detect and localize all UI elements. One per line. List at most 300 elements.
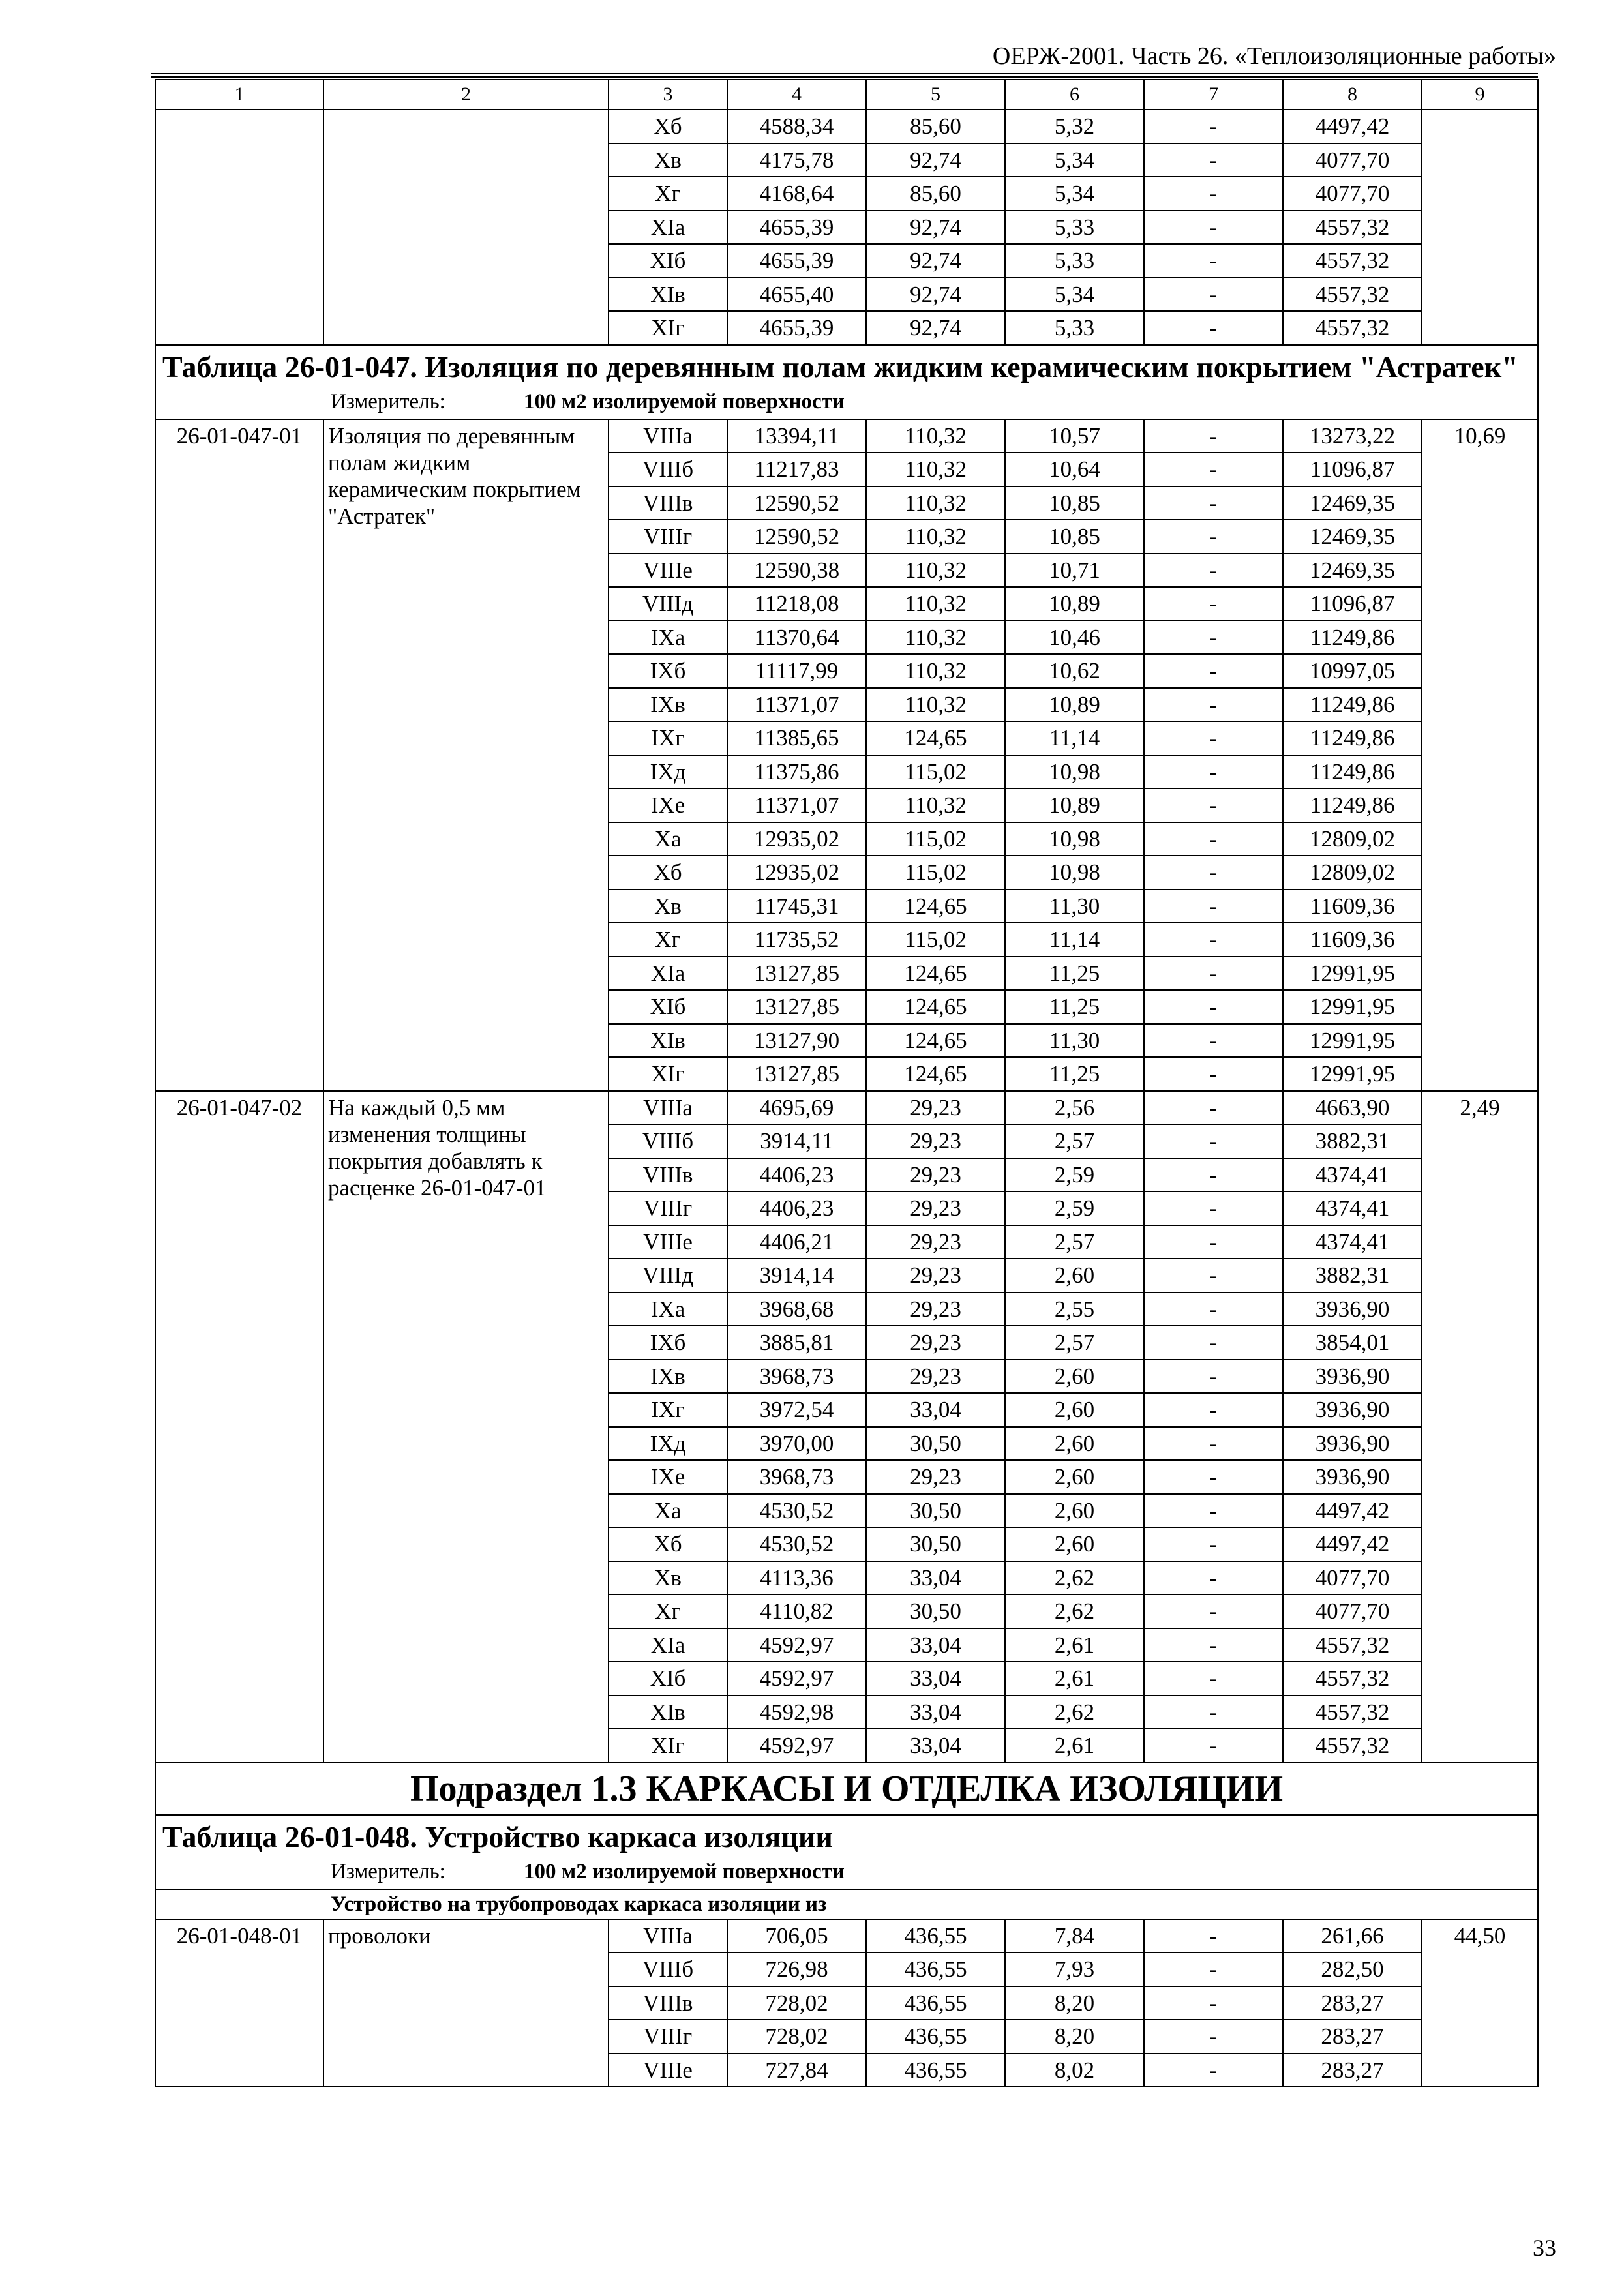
labor-wages-cell: 436,55 (866, 1919, 1005, 1953)
materials-cost-cell: 11096,87 (1283, 453, 1422, 486)
machine-cost-cell: 2,60 (1005, 1427, 1144, 1461)
zone-cell: IXв (609, 688, 727, 722)
machine-cost-cell: 7,84 (1005, 1919, 1144, 1953)
rates-table (155, 79, 1539, 2087)
zone-cell: VIIIв (609, 486, 727, 520)
total-cost-cell: 12935,02 (727, 856, 866, 890)
total-cost-cell: 727,84 (727, 2054, 866, 2087)
machine-cost-cell: 5,33 (1005, 311, 1144, 345)
total-cost-cell: 11385,65 (727, 721, 866, 755)
driver-wages-cell: - (1144, 1561, 1283, 1595)
zone-cell: XIа (609, 957, 727, 991)
total-cost-cell: 11375,86 (727, 755, 866, 789)
labor-wages-cell: 29,23 (866, 1158, 1005, 1192)
total-cost-cell: 726,98 (727, 1952, 866, 1986)
zone-cell: VIIIе (609, 1225, 727, 1259)
machine-cost-cell: 2,56 (1005, 1091, 1144, 1125)
driver-wages-cell: - (1144, 1460, 1283, 1494)
page-number: 33 (1533, 2235, 1556, 2261)
zone-cell: VIIIе (609, 554, 727, 588)
zone-cell: XIа (609, 1628, 727, 1662)
driver-wages-cell: - (1144, 1393, 1283, 1427)
zone-cell: IXб (609, 654, 727, 688)
materials-cost-cell: 10997,05 (1283, 654, 1422, 688)
zone-cell: XIг (609, 1729, 727, 1763)
zone-cell: VIIIа (609, 419, 727, 453)
zone-cell: XIб (609, 244, 727, 278)
labor-norm-cell: 10,69 (1422, 419, 1538, 1091)
driver-wages-cell: - (1144, 990, 1283, 1024)
materials-cost-cell: 3936,90 (1283, 1293, 1422, 1326)
materials-cost-cell: 12469,35 (1283, 520, 1422, 554)
total-cost-cell: 11371,07 (727, 688, 866, 722)
total-cost-cell: 4406,21 (727, 1225, 866, 1259)
driver-wages-cell: - (1144, 2054, 1283, 2087)
labor-wages-cell: 30,50 (866, 1427, 1005, 1461)
driver-wages-cell: - (1144, 1527, 1283, 1561)
total-cost-cell: 4655,39 (727, 211, 866, 245)
machine-cost-cell: 2,62 (1005, 1696, 1144, 1729)
labor-wages-cell: 124,65 (866, 890, 1005, 923)
norm-cell-empty (1422, 110, 1538, 345)
labor-wages-cell: 110,32 (866, 688, 1005, 722)
total-cost-cell: 3968,73 (727, 1360, 866, 1394)
labor-wages-cell: 33,04 (866, 1628, 1005, 1662)
machine-cost-cell: 2,59 (1005, 1158, 1144, 1192)
materials-cost-cell: 11249,86 (1283, 688, 1422, 722)
materials-cost-cell: 3936,90 (1283, 1427, 1422, 1461)
labor-wages-cell: 29,23 (866, 1259, 1005, 1293)
rate-code-cell: 26-01-047-02 (155, 1091, 323, 1763)
labor-wages-cell: 29,23 (866, 1191, 1005, 1225)
driver-wages-cell: - (1144, 1662, 1283, 1696)
running-header: ОЕРЖ-2001. Часть 26. «Теплоизоляционные работы» (992, 42, 1556, 70)
total-cost-cell: 11370,64 (727, 621, 866, 655)
labor-wages-cell: 29,23 (866, 1293, 1005, 1326)
labor-norm-cell: 2,49 (1422, 1091, 1538, 1763)
machine-cost-cell: 7,93 (1005, 1952, 1144, 1986)
labor-wages-cell: 33,04 (866, 1696, 1005, 1729)
driver-wages-cell: - (1144, 755, 1283, 789)
labor-wages-cell: 124,65 (866, 1057, 1005, 1091)
labor-wages-cell: 33,04 (866, 1561, 1005, 1595)
labor-wages-cell: 115,02 (866, 856, 1005, 890)
materials-cost-cell: 4077,70 (1283, 177, 1422, 211)
labor-wages-cell: 436,55 (866, 1952, 1005, 1986)
materials-cost-cell: 4077,70 (1283, 1561, 1422, 1595)
total-cost-cell: 4175,78 (727, 143, 866, 177)
machine-cost-cell: 5,32 (1005, 110, 1144, 143)
zone-cell: VIIIа (609, 1091, 727, 1125)
materials-cost-cell: 11249,86 (1283, 755, 1422, 789)
labor-wages-cell: 29,23 (866, 1360, 1005, 1394)
materials-cost-cell: 11249,86 (1283, 721, 1422, 755)
total-cost-cell: 13127,90 (727, 1024, 866, 1058)
machine-cost-cell: 2,60 (1005, 1259, 1144, 1293)
total-cost-cell: 11735,52 (727, 923, 866, 957)
zone-cell: XIг (609, 1057, 727, 1091)
column-number: 3 (609, 80, 727, 110)
driver-wages-cell: - (1144, 520, 1283, 554)
total-cost-cell: 12590,52 (727, 520, 866, 554)
total-cost-cell: 4695,69 (727, 1091, 866, 1125)
materials-cost-cell: 4497,42 (1283, 1527, 1422, 1561)
materials-cost-cell: 4557,32 (1283, 1662, 1422, 1696)
materials-cost-cell: 3854,01 (1283, 1326, 1422, 1360)
header-rule-top (151, 73, 1538, 74)
machine-cost-cell: 2,61 (1005, 1662, 1144, 1696)
driver-wages-cell: - (1144, 453, 1283, 486)
column-number: 4 (727, 80, 866, 110)
driver-wages-cell: - (1144, 1628, 1283, 1662)
table-title: Таблица 26-01-048. Устройство каркаса изоляции (162, 1819, 833, 1853)
materials-cost-cell: 261,66 (1283, 1919, 1422, 1953)
code-cell-empty (155, 110, 323, 345)
machine-cost-cell: 2,57 (1005, 1225, 1144, 1259)
total-cost-cell: 4655,40 (727, 278, 866, 312)
zone-cell: VIIIд (609, 1259, 727, 1293)
driver-wages-cell: - (1144, 1057, 1283, 1091)
driver-wages-cell: - (1144, 278, 1283, 312)
machine-cost-cell: 10,89 (1005, 688, 1144, 722)
column-number: 2 (323, 80, 609, 110)
labor-wages-cell: 110,32 (866, 788, 1005, 822)
driver-wages-cell: - (1144, 1986, 1283, 2020)
total-cost-cell: 11218,08 (727, 587, 866, 621)
column-number: 9 (1422, 80, 1538, 110)
zone-cell: Xб (609, 110, 727, 143)
driver-wages-cell: - (1144, 957, 1283, 991)
materials-cost-cell: 4557,32 (1283, 211, 1422, 245)
total-cost-cell: 12590,52 (727, 486, 866, 520)
materials-cost-cell: 3936,90 (1283, 1393, 1422, 1427)
zone-cell: XIг (609, 311, 727, 345)
labor-wages-cell: 110,32 (866, 419, 1005, 453)
total-cost-cell: 11371,07 (727, 788, 866, 822)
machine-cost-cell: 2,61 (1005, 1729, 1144, 1763)
total-cost-cell: 4406,23 (727, 1191, 866, 1225)
materials-cost-cell: 12469,35 (1283, 486, 1422, 520)
zone-cell: VIIIе (609, 2054, 727, 2087)
total-cost-cell: 13127,85 (727, 990, 866, 1024)
rate-description-cell: На каждый 0,5 мм изменения толщины покрытия добавлять к расценке 26-01-047-01 (323, 1091, 609, 1763)
labor-wages-cell: 115,02 (866, 822, 1005, 856)
materials-cost-cell: 11249,86 (1283, 621, 1422, 655)
measure-unit-label: Измеритель: (331, 1859, 445, 1883)
materials-cost-cell: 283,27 (1283, 2020, 1422, 2054)
machine-cost-cell: 10,85 (1005, 486, 1144, 520)
driver-wages-cell: - (1144, 654, 1283, 688)
zone-cell: XIа (609, 211, 727, 245)
driver-wages-cell: - (1144, 211, 1283, 245)
materials-cost-cell: 4497,42 (1283, 110, 1422, 143)
machine-cost-cell: 10,62 (1005, 654, 1144, 688)
total-cost-cell: 4592,97 (727, 1628, 866, 1662)
total-cost-cell: 3972,54 (727, 1393, 866, 1427)
subsection-title: Подраздел 1.3 КАРКАСЫ И ОТДЕЛКА ИЗОЛЯЦИИ (155, 1763, 1538, 1815)
machine-cost-cell: 10,57 (1005, 419, 1144, 453)
materials-cost-cell: 4663,90 (1283, 1091, 1422, 1125)
table-row (155, 419, 1538, 453)
materials-cost-cell: 4557,32 (1283, 311, 1422, 345)
column-number: 1 (155, 80, 323, 110)
machine-cost-cell: 10,85 (1005, 520, 1144, 554)
zone-cell: Xа (609, 1494, 727, 1528)
total-cost-cell: 12935,02 (727, 822, 866, 856)
zone-cell: IXг (609, 1393, 727, 1427)
table-title-cell (155, 345, 1538, 419)
zone-cell: Xб (609, 856, 727, 890)
zone-cell: IXд (609, 755, 727, 789)
driver-wages-cell: - (1144, 554, 1283, 588)
zone-cell: XIб (609, 1662, 727, 1696)
total-cost-cell: 4592,98 (727, 1696, 866, 1729)
materials-cost-cell: 12991,95 (1283, 1024, 1422, 1058)
total-cost-cell: 3968,73 (727, 1460, 866, 1494)
labor-wages-cell: 115,02 (866, 923, 1005, 957)
machine-cost-cell: 11,30 (1005, 1024, 1144, 1058)
driver-wages-cell: - (1144, 486, 1283, 520)
zone-cell: XIв (609, 1696, 727, 1729)
materials-cost-cell: 12469,35 (1283, 554, 1422, 588)
labor-wages-cell: 124,65 (866, 721, 1005, 755)
labor-wages-cell: 110,32 (866, 486, 1005, 520)
labor-wages-cell: 110,32 (866, 453, 1005, 486)
driver-wages-cell: - (1144, 1326, 1283, 1360)
labor-wages-cell: 29,23 (866, 1326, 1005, 1360)
table-title-cell (155, 1815, 1538, 1889)
labor-wages-cell: 85,60 (866, 110, 1005, 143)
materials-cost-cell: 3882,31 (1283, 1124, 1422, 1158)
total-cost-cell: 3885,81 (727, 1326, 866, 1360)
driver-wages-cell: - (1144, 621, 1283, 655)
zone-cell: Xг (609, 177, 727, 211)
total-cost-cell: 3968,68 (727, 1293, 866, 1326)
labor-norm-cell: 44,50 (1422, 1919, 1538, 2087)
machine-cost-cell: 5,34 (1005, 143, 1144, 177)
header-rule-bottom (151, 76, 1538, 78)
materials-cost-cell: 11249,86 (1283, 788, 1422, 822)
driver-wages-cell: - (1144, 1091, 1283, 1125)
driver-wages-cell: - (1144, 788, 1283, 822)
labor-wages-cell: 110,32 (866, 554, 1005, 588)
description-cell-empty (323, 110, 609, 345)
labor-wages-cell: 110,32 (866, 587, 1005, 621)
labor-wages-cell: 92,74 (866, 244, 1005, 278)
machine-cost-cell: 5,34 (1005, 177, 1144, 211)
driver-wages-cell: - (1144, 311, 1283, 345)
zone-cell: IXа (609, 1293, 727, 1326)
total-cost-cell: 728,02 (727, 2020, 866, 2054)
column-number: 5 (866, 80, 1005, 110)
machine-cost-cell: 2,57 (1005, 1326, 1144, 1360)
labor-wages-cell: 436,55 (866, 2020, 1005, 2054)
machine-cost-cell: 11,14 (1005, 923, 1144, 957)
machine-cost-cell: 2,62 (1005, 1561, 1144, 1595)
machine-cost-cell: 10,71 (1005, 554, 1144, 588)
machine-cost-cell: 2,62 (1005, 1594, 1144, 1628)
labor-wages-cell: 124,65 (866, 990, 1005, 1024)
zone-cell: IXе (609, 1460, 727, 1494)
materials-cost-cell: 11609,36 (1283, 890, 1422, 923)
group-header: Устройство на трубопроводах каркаса изоляции из (155, 1889, 1538, 1919)
labor-wages-cell: 30,50 (866, 1527, 1005, 1561)
labor-wages-cell: 29,23 (866, 1225, 1005, 1259)
driver-wages-cell: - (1144, 143, 1283, 177)
zone-cell: VIIIв (609, 1986, 727, 2020)
total-cost-cell: 11217,83 (727, 453, 866, 486)
materials-cost-cell: 3882,31 (1283, 1259, 1422, 1293)
total-cost-cell: 4110,82 (727, 1594, 866, 1628)
zone-cell: VIIIг (609, 520, 727, 554)
machine-cost-cell: 11,25 (1005, 957, 1144, 991)
machine-cost-cell: 2,59 (1005, 1191, 1144, 1225)
total-cost-cell: 13394,11 (727, 419, 866, 453)
zone-cell: VIIIг (609, 1191, 727, 1225)
measure-unit-row (162, 1857, 1531, 1886)
total-cost-cell: 4588,34 (727, 110, 866, 143)
labor-wages-cell: 436,55 (866, 2054, 1005, 2087)
zone-cell: XIв (609, 278, 727, 312)
labor-wages-cell: 124,65 (866, 957, 1005, 991)
zone-cell: Xа (609, 822, 727, 856)
table-row (155, 1919, 1538, 1953)
column-number: 8 (1283, 80, 1422, 110)
column-number: 6 (1005, 80, 1144, 110)
machine-cost-cell: 5,33 (1005, 211, 1144, 245)
labor-wages-cell: 436,55 (866, 1986, 1005, 2020)
machine-cost-cell: 2,60 (1005, 1494, 1144, 1528)
measure-unit-value: 100 м2 изолируемой поверхности (524, 389, 845, 413)
driver-wages-cell: - (1144, 1293, 1283, 1326)
total-cost-cell: 728,02 (727, 1986, 866, 2020)
zone-cell: VIIIб (609, 1124, 727, 1158)
table-row (155, 110, 1538, 143)
machine-cost-cell: 10,89 (1005, 788, 1144, 822)
total-cost-cell: 3914,14 (727, 1259, 866, 1293)
labor-wages-cell: 30,50 (866, 1494, 1005, 1528)
materials-cost-cell: 283,27 (1283, 1986, 1422, 2020)
materials-cost-cell: 4077,70 (1283, 1594, 1422, 1628)
driver-wages-cell: - (1144, 688, 1283, 722)
rate-code-cell: 26-01-047-01 (155, 419, 323, 1091)
machine-cost-cell: 2,60 (1005, 1527, 1144, 1561)
driver-wages-cell: - (1144, 1427, 1283, 1461)
materials-cost-cell: 282,50 (1283, 1952, 1422, 1986)
machine-cost-cell: 2,60 (1005, 1360, 1144, 1394)
materials-cost-cell: 12991,95 (1283, 990, 1422, 1024)
materials-cost-cell: 12809,02 (1283, 822, 1422, 856)
labor-wages-cell: 92,74 (866, 143, 1005, 177)
table-title: Таблица 26-01-047. Изоляция по деревянным полам жидким керамическим покрытием "Астратек" (162, 350, 1518, 383)
labor-wages-cell: 33,04 (866, 1662, 1005, 1696)
machine-cost-cell: 2,57 (1005, 1124, 1144, 1158)
labor-wages-cell: 30,50 (866, 1594, 1005, 1628)
driver-wages-cell: - (1144, 856, 1283, 890)
measure-unit-value: 100 м2 изолируемой поверхности (524, 1859, 845, 1883)
zone-cell: Xг (609, 923, 727, 957)
zone-cell: IXд (609, 1427, 727, 1461)
driver-wages-cell: - (1144, 1729, 1283, 1763)
zone-cell: IXе (609, 788, 727, 822)
labor-wages-cell: 115,02 (866, 755, 1005, 789)
driver-wages-cell: - (1144, 110, 1283, 143)
zone-cell: Xв (609, 143, 727, 177)
measure-unit-row (162, 387, 1531, 416)
labor-wages-cell: 29,23 (866, 1124, 1005, 1158)
machine-cost-cell: 10,98 (1005, 856, 1144, 890)
driver-wages-cell: - (1144, 1191, 1283, 1225)
labor-wages-cell: 124,65 (866, 1024, 1005, 1058)
column-number: 7 (1144, 80, 1283, 110)
materials-cost-cell: 12809,02 (1283, 856, 1422, 890)
materials-cost-cell: 4557,32 (1283, 244, 1422, 278)
materials-cost-cell: 4374,41 (1283, 1158, 1422, 1192)
zone-cell: Xб (609, 1527, 727, 1561)
zone-cell: VIIIа (609, 1919, 727, 1953)
materials-cost-cell: 4557,32 (1283, 1696, 1422, 1729)
materials-cost-cell: 4557,32 (1283, 278, 1422, 312)
driver-wages-cell: - (1144, 822, 1283, 856)
total-cost-cell: 4592,97 (727, 1662, 866, 1696)
zone-cell: IXа (609, 621, 727, 655)
table-title-row (155, 345, 1538, 419)
labor-wages-cell: 33,04 (866, 1729, 1005, 1763)
rate-description-cell: Изоляция по деревянным полам жидким керамическим покрытием "Астратек" (323, 419, 609, 1091)
driver-wages-cell: - (1144, 1158, 1283, 1192)
driver-wages-cell: - (1144, 1124, 1283, 1158)
machine-cost-cell: 2,60 (1005, 1460, 1144, 1494)
zone-cell: IXг (609, 721, 727, 755)
machine-cost-cell: 5,33 (1005, 244, 1144, 278)
materials-cost-cell: 4497,42 (1283, 1494, 1422, 1528)
materials-cost-cell: 4374,41 (1283, 1191, 1422, 1225)
driver-wages-cell: - (1144, 1594, 1283, 1628)
zone-cell: IXв (609, 1360, 727, 1394)
materials-cost-cell: 11609,36 (1283, 923, 1422, 957)
total-cost-cell: 11745,31 (727, 890, 866, 923)
machine-cost-cell: 10,98 (1005, 822, 1144, 856)
driver-wages-cell: - (1144, 2020, 1283, 2054)
labor-wages-cell: 92,74 (866, 278, 1005, 312)
subsection-row (155, 1763, 1538, 1815)
driver-wages-cell: - (1144, 1919, 1283, 1953)
rate-code-cell: 26-01-048-01 (155, 1919, 323, 2087)
machine-cost-cell: 10,64 (1005, 453, 1144, 486)
machine-cost-cell: 2,60 (1005, 1393, 1144, 1427)
driver-wages-cell: - (1144, 890, 1283, 923)
total-cost-cell: 3914,11 (727, 1124, 866, 1158)
labor-wages-cell: 92,74 (866, 311, 1005, 345)
total-cost-cell: 4406,23 (727, 1158, 866, 1192)
driver-wages-cell: - (1144, 1360, 1283, 1394)
machine-cost-cell: 11,25 (1005, 990, 1144, 1024)
total-cost-cell: 4113,36 (727, 1561, 866, 1595)
machine-cost-cell: 2,55 (1005, 1293, 1144, 1326)
driver-wages-cell: - (1144, 587, 1283, 621)
materials-cost-cell: 11096,87 (1283, 587, 1422, 621)
materials-cost-cell: 283,27 (1283, 2054, 1422, 2087)
driver-wages-cell: - (1144, 419, 1283, 453)
machine-cost-cell: 10,46 (1005, 621, 1144, 655)
driver-wages-cell: - (1144, 1259, 1283, 1293)
materials-cost-cell: 3936,90 (1283, 1460, 1422, 1494)
labor-wages-cell: 29,23 (866, 1460, 1005, 1494)
total-cost-cell: 4530,52 (727, 1527, 866, 1561)
labor-wages-cell: 110,32 (866, 654, 1005, 688)
labor-wages-cell: 92,74 (866, 211, 1005, 245)
total-cost-cell: 4655,39 (727, 311, 866, 345)
